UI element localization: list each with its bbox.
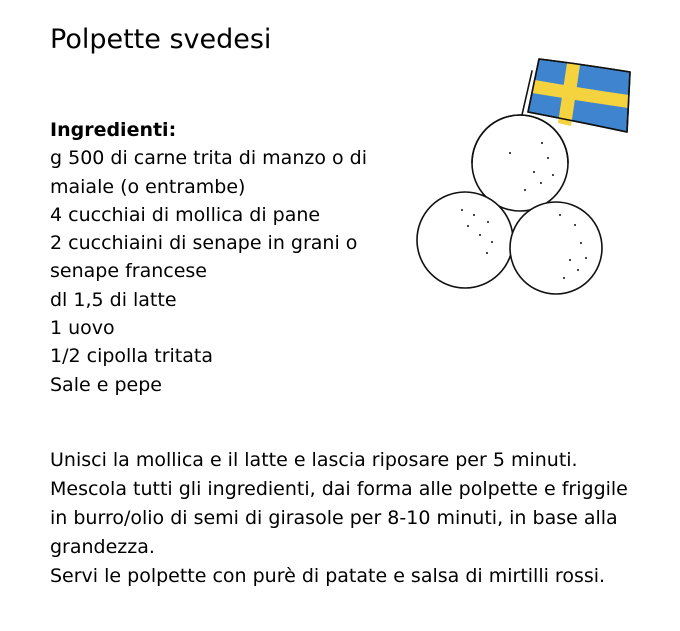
meatball-right <box>510 202 602 294</box>
instructions-section <box>50 446 630 591</box>
recipe-title: Polpette svedesi <box>50 24 272 55</box>
ingredient-item: Sale e pepe <box>50 373 162 396</box>
ingredients-list <box>50 144 420 399</box>
swedish-meatballs-with-flag-icon <box>410 50 635 305</box>
ingredient-item: dl 1,5 di latte <box>50 288 177 311</box>
ingredient-item: 1 uovo <box>50 317 115 340</box>
ingredients-heading: Ingredienti: <box>50 119 177 141</box>
instructions-paragraph: Unisci la mollica e il latte e lascia riposare per 5 minuti. Mescola tutti gli ingredienti, dai forma alle polpette e friggile in burro/olio di semi di girasole per 8-10 minuti, in base alla grandezza. <box>50 449 628 558</box>
serving-paragraph: Servi le polpette con purè di patate e salsa di mirtilli rossi. <box>50 565 606 587</box>
meatballs-illustration <box>410 50 635 305</box>
ingredient-item: 2 cucchiaini di senape in grani o senape francese <box>50 232 358 283</box>
ingredient-item: 1/2 cipolla tritata <box>50 345 213 368</box>
meatball-left <box>417 192 513 288</box>
ingredient-item: g 500 di carne trita di manzo o di maiale (o entrambe) <box>50 147 368 198</box>
ingredient-item: 4 cucchiai di mollica di pane <box>50 203 321 226</box>
ingredients-section <box>50 116 420 399</box>
